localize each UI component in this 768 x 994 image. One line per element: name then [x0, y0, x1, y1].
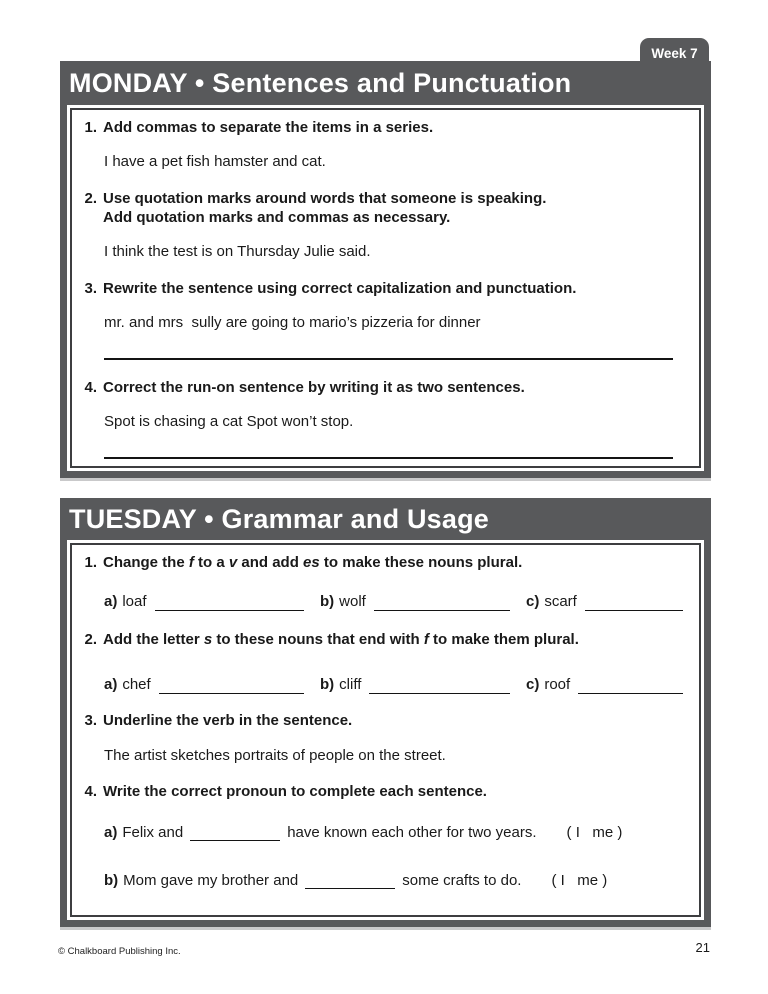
item-label: b)	[320, 676, 335, 693]
instruction-italic: f	[423, 631, 429, 648]
tuesday-q2-items	[104, 675, 685, 694]
fill-in-item	[320, 592, 526, 611]
item-text-before: Felix and	[122, 824, 184, 841]
fill-in-item	[104, 592, 320, 611]
instruction-text: to make them plural.	[428, 631, 579, 648]
item-word: cliff	[339, 676, 362, 693]
instruction-text: to a	[193, 554, 229, 571]
tuesday-question-1	[80, 553, 687, 572]
question-instruction: Underline the verb in the sentence.	[103, 712, 353, 729]
instruction-italic: f	[188, 554, 194, 571]
answer-blank	[374, 597, 510, 611]
tuesday-title: TUESDAY • Grammar and Usage	[69, 503, 490, 534]
tuesday-question-2	[80, 630, 687, 649]
instruction-line-2: Add quotation marks and commas as necessary.	[103, 209, 451, 226]
answer-blank	[190, 827, 280, 841]
item-label: c)	[526, 593, 540, 610]
answer-blank	[155, 597, 304, 611]
week-badge-label: Week 7	[651, 45, 698, 61]
question-instruction: Write the correct pronoun to complete each sentence.	[103, 783, 487, 800]
monday-content	[70, 108, 701, 468]
tuesday-section	[60, 498, 711, 927]
tuesday-body	[67, 540, 704, 920]
monday-question-1	[80, 118, 687, 137]
monday-body	[67, 105, 704, 471]
item-word: loaf	[122, 593, 147, 610]
item-label: c)	[526, 676, 540, 693]
question-number: 4.	[84, 783, 97, 800]
question-number: 1.	[84, 554, 97, 571]
item-text-after: some crafts to do.	[402, 872, 522, 889]
question-number: 2.	[84, 190, 97, 207]
copyright-text: © Chalkboard Publishing Inc.	[58, 946, 181, 957]
question-instruction	[103, 630, 687, 649]
instruction-italic: es	[303, 554, 320, 571]
tuesday-question-3	[80, 711, 687, 730]
tuesday-q4-item-b	[104, 871, 687, 890]
question-instruction: Rewrite the sentence using correct capitalization and punctuation.	[103, 280, 577, 297]
item-word: chef	[122, 676, 151, 693]
instruction-text: to these nouns that end with	[212, 631, 424, 648]
question-number: 4.	[84, 379, 97, 396]
item-text-before: Mom gave my brother and	[123, 872, 299, 889]
monday-title: MONDAY • Sentences and Punctuation	[69, 67, 572, 98]
item-label: b)	[320, 593, 335, 610]
tuesday-header	[67, 498, 704, 540]
tuesday-q1-items	[104, 592, 685, 611]
question-number: 1.	[84, 119, 97, 136]
question-instruction: Add commas to separate the items in a series.	[103, 119, 434, 136]
item-label: a)	[104, 824, 118, 841]
monday-question-3	[80, 279, 687, 298]
monday-sentence-1: I have a pet fish hamster and cat.	[104, 153, 326, 170]
instruction-line-1: Use quotation marks around words that someone is speaking.	[103, 190, 547, 207]
pronoun-choices: ( I me )	[566, 824, 623, 841]
monday-question-4	[80, 378, 687, 397]
monday-sentence-2: I think the test is on Thursday Julie said.	[104, 243, 371, 260]
question-number: 2.	[84, 631, 97, 648]
item-word: scarf	[544, 593, 577, 610]
item-label: b)	[104, 872, 119, 889]
item-label: a)	[104, 593, 118, 610]
instruction-text: Change the	[103, 554, 189, 571]
pronoun-choices: ( I me )	[551, 872, 608, 889]
question-instruction: Correct the run-on sentence by writing it as two sentences.	[103, 379, 525, 396]
monday-header	[67, 61, 704, 105]
answer-blank	[305, 875, 395, 889]
answer-blank	[159, 680, 304, 694]
question-instruction	[103, 189, 687, 227]
answer-line	[104, 457, 673, 459]
instruction-italic: s	[203, 631, 213, 648]
answer-blank	[578, 680, 683, 694]
tuesday-q4-item-a	[104, 823, 687, 842]
fill-in-item	[526, 675, 685, 694]
tuesday-question-4	[80, 782, 687, 801]
page-number: 21	[695, 940, 710, 955]
monday-sentence-4: Spot is chasing a cat Spot won’t stop.	[104, 413, 354, 430]
monday-section	[60, 61, 711, 478]
instruction-text: and add	[237, 554, 304, 571]
tuesday-content	[70, 543, 701, 917]
item-word: roof	[544, 676, 571, 693]
fill-in-item	[526, 592, 685, 611]
question-instruction	[103, 553, 687, 572]
instruction-italic: v	[228, 554, 238, 571]
question-number: 3.	[84, 712, 97, 729]
question-number: 3.	[84, 280, 97, 297]
item-label: a)	[104, 676, 118, 693]
fill-in-item	[320, 675, 526, 694]
item-text-after: have known each other for two years.	[287, 824, 537, 841]
instruction-text: to make these nouns plural.	[319, 554, 523, 571]
answer-line	[104, 358, 673, 360]
tuesday-sentence-3: The artist sketches portraits of people on the street.	[104, 747, 446, 764]
fill-in-item	[104, 675, 320, 694]
answer-blank	[369, 680, 510, 694]
monday-sentence-3: mr. and mrs sully are going to mario’s pizzeria for dinner	[104, 314, 481, 331]
instruction-text: Add the letter	[103, 631, 204, 648]
answer-blank	[585, 597, 683, 611]
item-word: wolf	[339, 593, 366, 610]
monday-question-2	[80, 189, 687, 227]
